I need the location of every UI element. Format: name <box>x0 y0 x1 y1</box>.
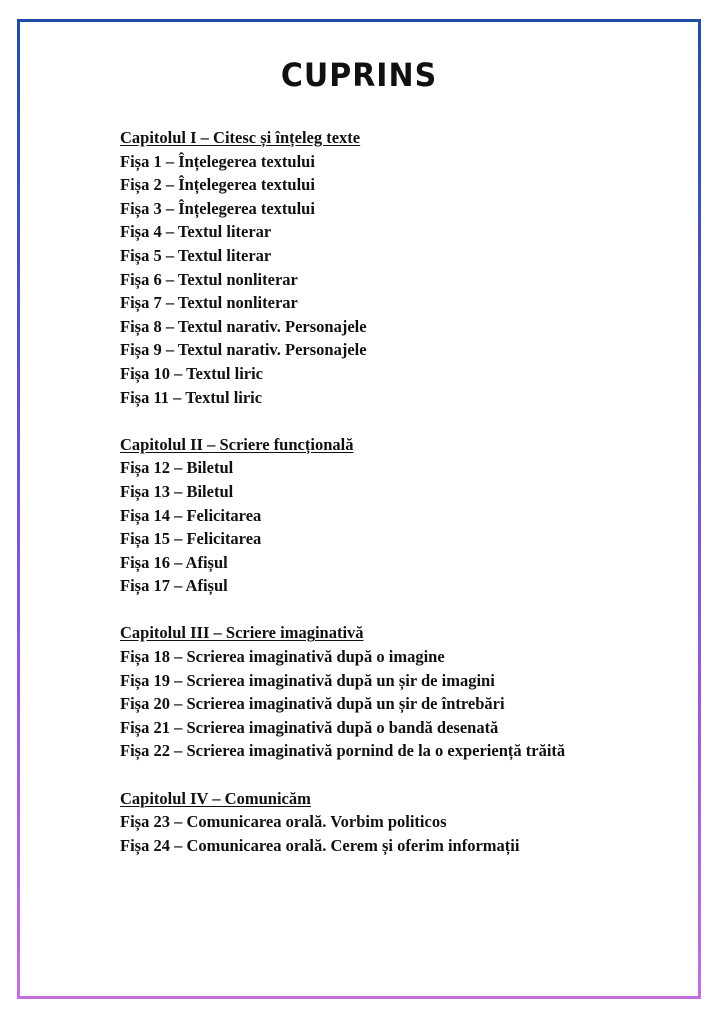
toc-entry: Fișa 18 – Scrierea imaginativă după o imagine <box>120 647 445 667</box>
toc-chapter <box>120 126 680 409</box>
toc-entry: Fișa 21 – Scrierea imaginativă după o bandă desenată <box>120 717 499 737</box>
toc-entry: Fișa 23 – Comunicarea orală. Vorbim politicos <box>120 812 447 832</box>
toc-entry: Fișa 8 – Textul narativ. Personajele <box>120 316 367 336</box>
chapter-heading: Capitolul IV – Comunicăm <box>120 788 311 808</box>
page-border <box>17 19 701 999</box>
page <box>20 22 698 996</box>
toc-entry: Fișa 7 – Textul nonliterar <box>120 293 298 313</box>
toc-chapter <box>120 621 680 763</box>
toc-entry: Fișa 3 – Înțelegerea textului <box>120 198 315 218</box>
toc-entry: Fișa 10 – Textul liric <box>120 363 264 383</box>
toc-entry: Fișa 19 – Scrierea imaginativă după un șir de imagini <box>120 670 495 690</box>
toc-entry: Fișa 1 – Înțelegerea textului <box>120 151 315 171</box>
toc-entry: Fișa 2 – Înțelegerea textului <box>120 175 315 195</box>
chapter-heading: Capitolul I – Citesc și înțeleg texte <box>120 128 361 147</box>
toc-entry: Fișa 16 – Afișul <box>120 552 228 572</box>
toc-entry: Fișa 17 – Afișul <box>120 576 228 596</box>
toc-entry: Fișa 13 – Biletul <box>120 481 234 501</box>
toc-chapter <box>120 787 680 858</box>
toc-entry: Fișa 5 – Textul literar <box>120 245 272 265</box>
table-of-contents <box>120 126 680 881</box>
toc-entry: Fișa 15 – Felicitarea <box>120 529 262 549</box>
toc-chapter <box>120 433 680 598</box>
toc-entry: Fișa 12 – Biletul <box>120 458 234 478</box>
chapter-heading: Capitolul III – Scriere imaginativă <box>120 623 364 643</box>
toc-entry: Fișa 24 – Comunicarea orală. Cerem și oferim informații <box>120 835 520 855</box>
toc-entry: Fișa 14 – Felicitarea <box>120 505 262 525</box>
toc-entry: Fișa 4 – Textul literar <box>120 222 272 242</box>
chapter-heading: Capitolul II – Scriere funcțională <box>120 434 354 454</box>
toc-entry: Fișa 20 – Scrierea imaginativă după un șir de întrebări <box>120 694 505 714</box>
toc-entry: Fișa 6 – Textul nonliterar <box>120 269 298 289</box>
toc-entry: Fișa 22 – Scrierea imaginativă pornind de la o experiență trăită <box>120 741 566 761</box>
toc-entry: Fișa 9 – Textul narativ. Personajele <box>120 340 367 360</box>
toc-entry: Fișa 11 – Textul liric <box>120 387 263 407</box>
page-title: CUPRINS <box>280 56 438 95</box>
